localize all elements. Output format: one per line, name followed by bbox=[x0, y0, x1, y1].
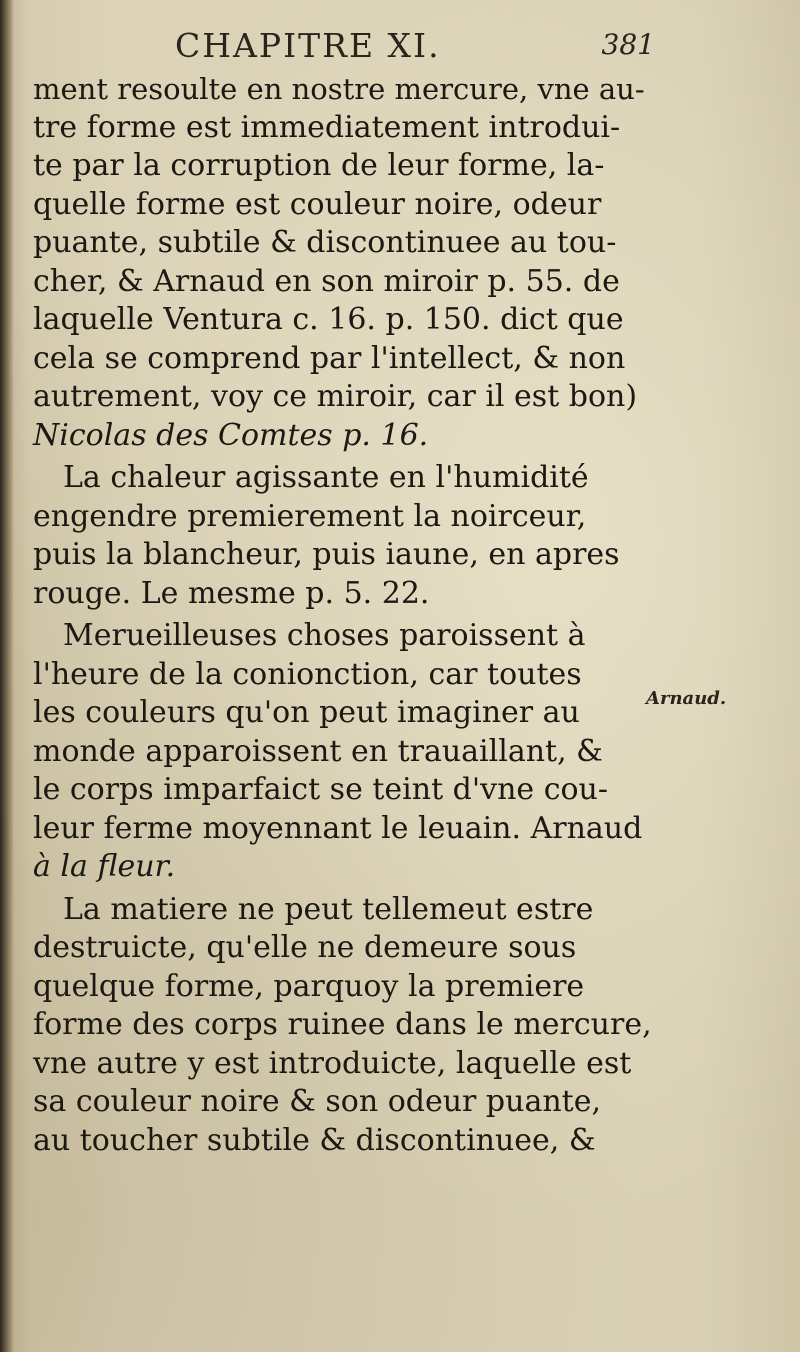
text-line bbox=[33, 70, 653, 109]
line-text: les couleurs qu'on peut imaginer au bbox=[33, 695, 580, 730]
text-line bbox=[33, 498, 653, 537]
line-text: te par la corruption de leur forme, la- bbox=[33, 148, 605, 183]
text-line bbox=[33, 301, 653, 340]
line-text: laquelle Ventura c. 16. p. 150. dict que bbox=[33, 302, 624, 337]
text-line bbox=[33, 186, 653, 225]
body-text bbox=[33, 70, 653, 1160]
text-line bbox=[33, 575, 653, 614]
line-text: La matiere ne peut tellemeut estre bbox=[63, 891, 594, 927]
line-text: quelque forme, parquoy la premiere bbox=[33, 968, 585, 1004]
running-head: CHAPITRE XI. bbox=[175, 26, 441, 65]
page-header bbox=[175, 26, 655, 66]
text-line bbox=[33, 1045, 653, 1084]
text-line bbox=[33, 1006, 653, 1045]
line-text: leur ferme moyennant le leuain. Arnaud bbox=[33, 810, 643, 846]
line-text: quelle forme est couleur noire, odeur bbox=[33, 186, 602, 222]
text-line bbox=[33, 224, 653, 263]
line-text: rouge. Le mesme p. 5. 22. bbox=[33, 575, 430, 611]
line-text: Merueilleuses choses paroissent à bbox=[63, 618, 586, 653]
text-line bbox=[33, 810, 653, 849]
page-number: 381 bbox=[601, 28, 655, 61]
text-line bbox=[33, 694, 653, 733]
text-line bbox=[33, 378, 653, 417]
text-line bbox=[33, 263, 653, 302]
line-text: destruicte, qu'elle ne demeure sous bbox=[33, 930, 577, 965]
line-text: vne autre y est introduicte, laquelle est bbox=[33, 1045, 632, 1081]
line-text: La chaleur agissante en l'humidité bbox=[63, 460, 589, 495]
line-text: engendre premierement la noirceur, bbox=[33, 498, 587, 534]
text-line bbox=[33, 459, 653, 498]
text-line bbox=[33, 617, 653, 656]
text-line bbox=[33, 968, 653, 1007]
text-line bbox=[33, 1083, 653, 1122]
line-text: puis la blancheur, puis iaune, en apres bbox=[33, 537, 620, 572]
line-text: sa couleur noire & son odeur puante, bbox=[33, 1084, 602, 1119]
line-text: monde apparoissent en trauaillant, & bbox=[33, 733, 603, 769]
binding-shadow bbox=[0, 0, 14, 1352]
line-text: Nicolas des Comtes p. 16. bbox=[33, 417, 429, 453]
line-text: autrement, voy ce miroir, car il est bon) bbox=[33, 379, 638, 414]
text-line bbox=[33, 536, 653, 575]
line-text: ment resoulte en nostre mercure, vne au- bbox=[33, 72, 645, 106]
line-text: forme des corps ruinee dans le mercure, bbox=[33, 1007, 652, 1042]
line-text: tre forme est immediatement introdui- bbox=[33, 109, 621, 145]
text-line bbox=[33, 147, 653, 186]
text-line bbox=[33, 771, 653, 810]
line-text: à la fleur. bbox=[33, 849, 176, 884]
line-text: cela se comprend par l'intellect, & non bbox=[33, 340, 626, 376]
text-line bbox=[33, 109, 653, 148]
line-text: au toucher subtile & discontinuee, & bbox=[33, 1122, 596, 1158]
text-line bbox=[33, 340, 653, 379]
line-text: l'heure de la conionction, car toutes bbox=[33, 656, 582, 692]
text-line bbox=[33, 656, 653, 695]
margin-note: Arnaud. bbox=[646, 688, 727, 709]
text-line bbox=[33, 1122, 653, 1161]
text-line bbox=[33, 929, 653, 968]
line-text: puante, subtile & discontinuee au tou- bbox=[33, 225, 617, 260]
text-line bbox=[33, 417, 653, 456]
line-text: cher, & Arnaud en son miroir p. 55. de bbox=[33, 263, 620, 299]
text-line bbox=[33, 733, 653, 772]
line-text: le corps imparfaict se teint d'vne cou- bbox=[33, 772, 609, 807]
text-line bbox=[33, 848, 653, 887]
text-line bbox=[33, 891, 653, 930]
